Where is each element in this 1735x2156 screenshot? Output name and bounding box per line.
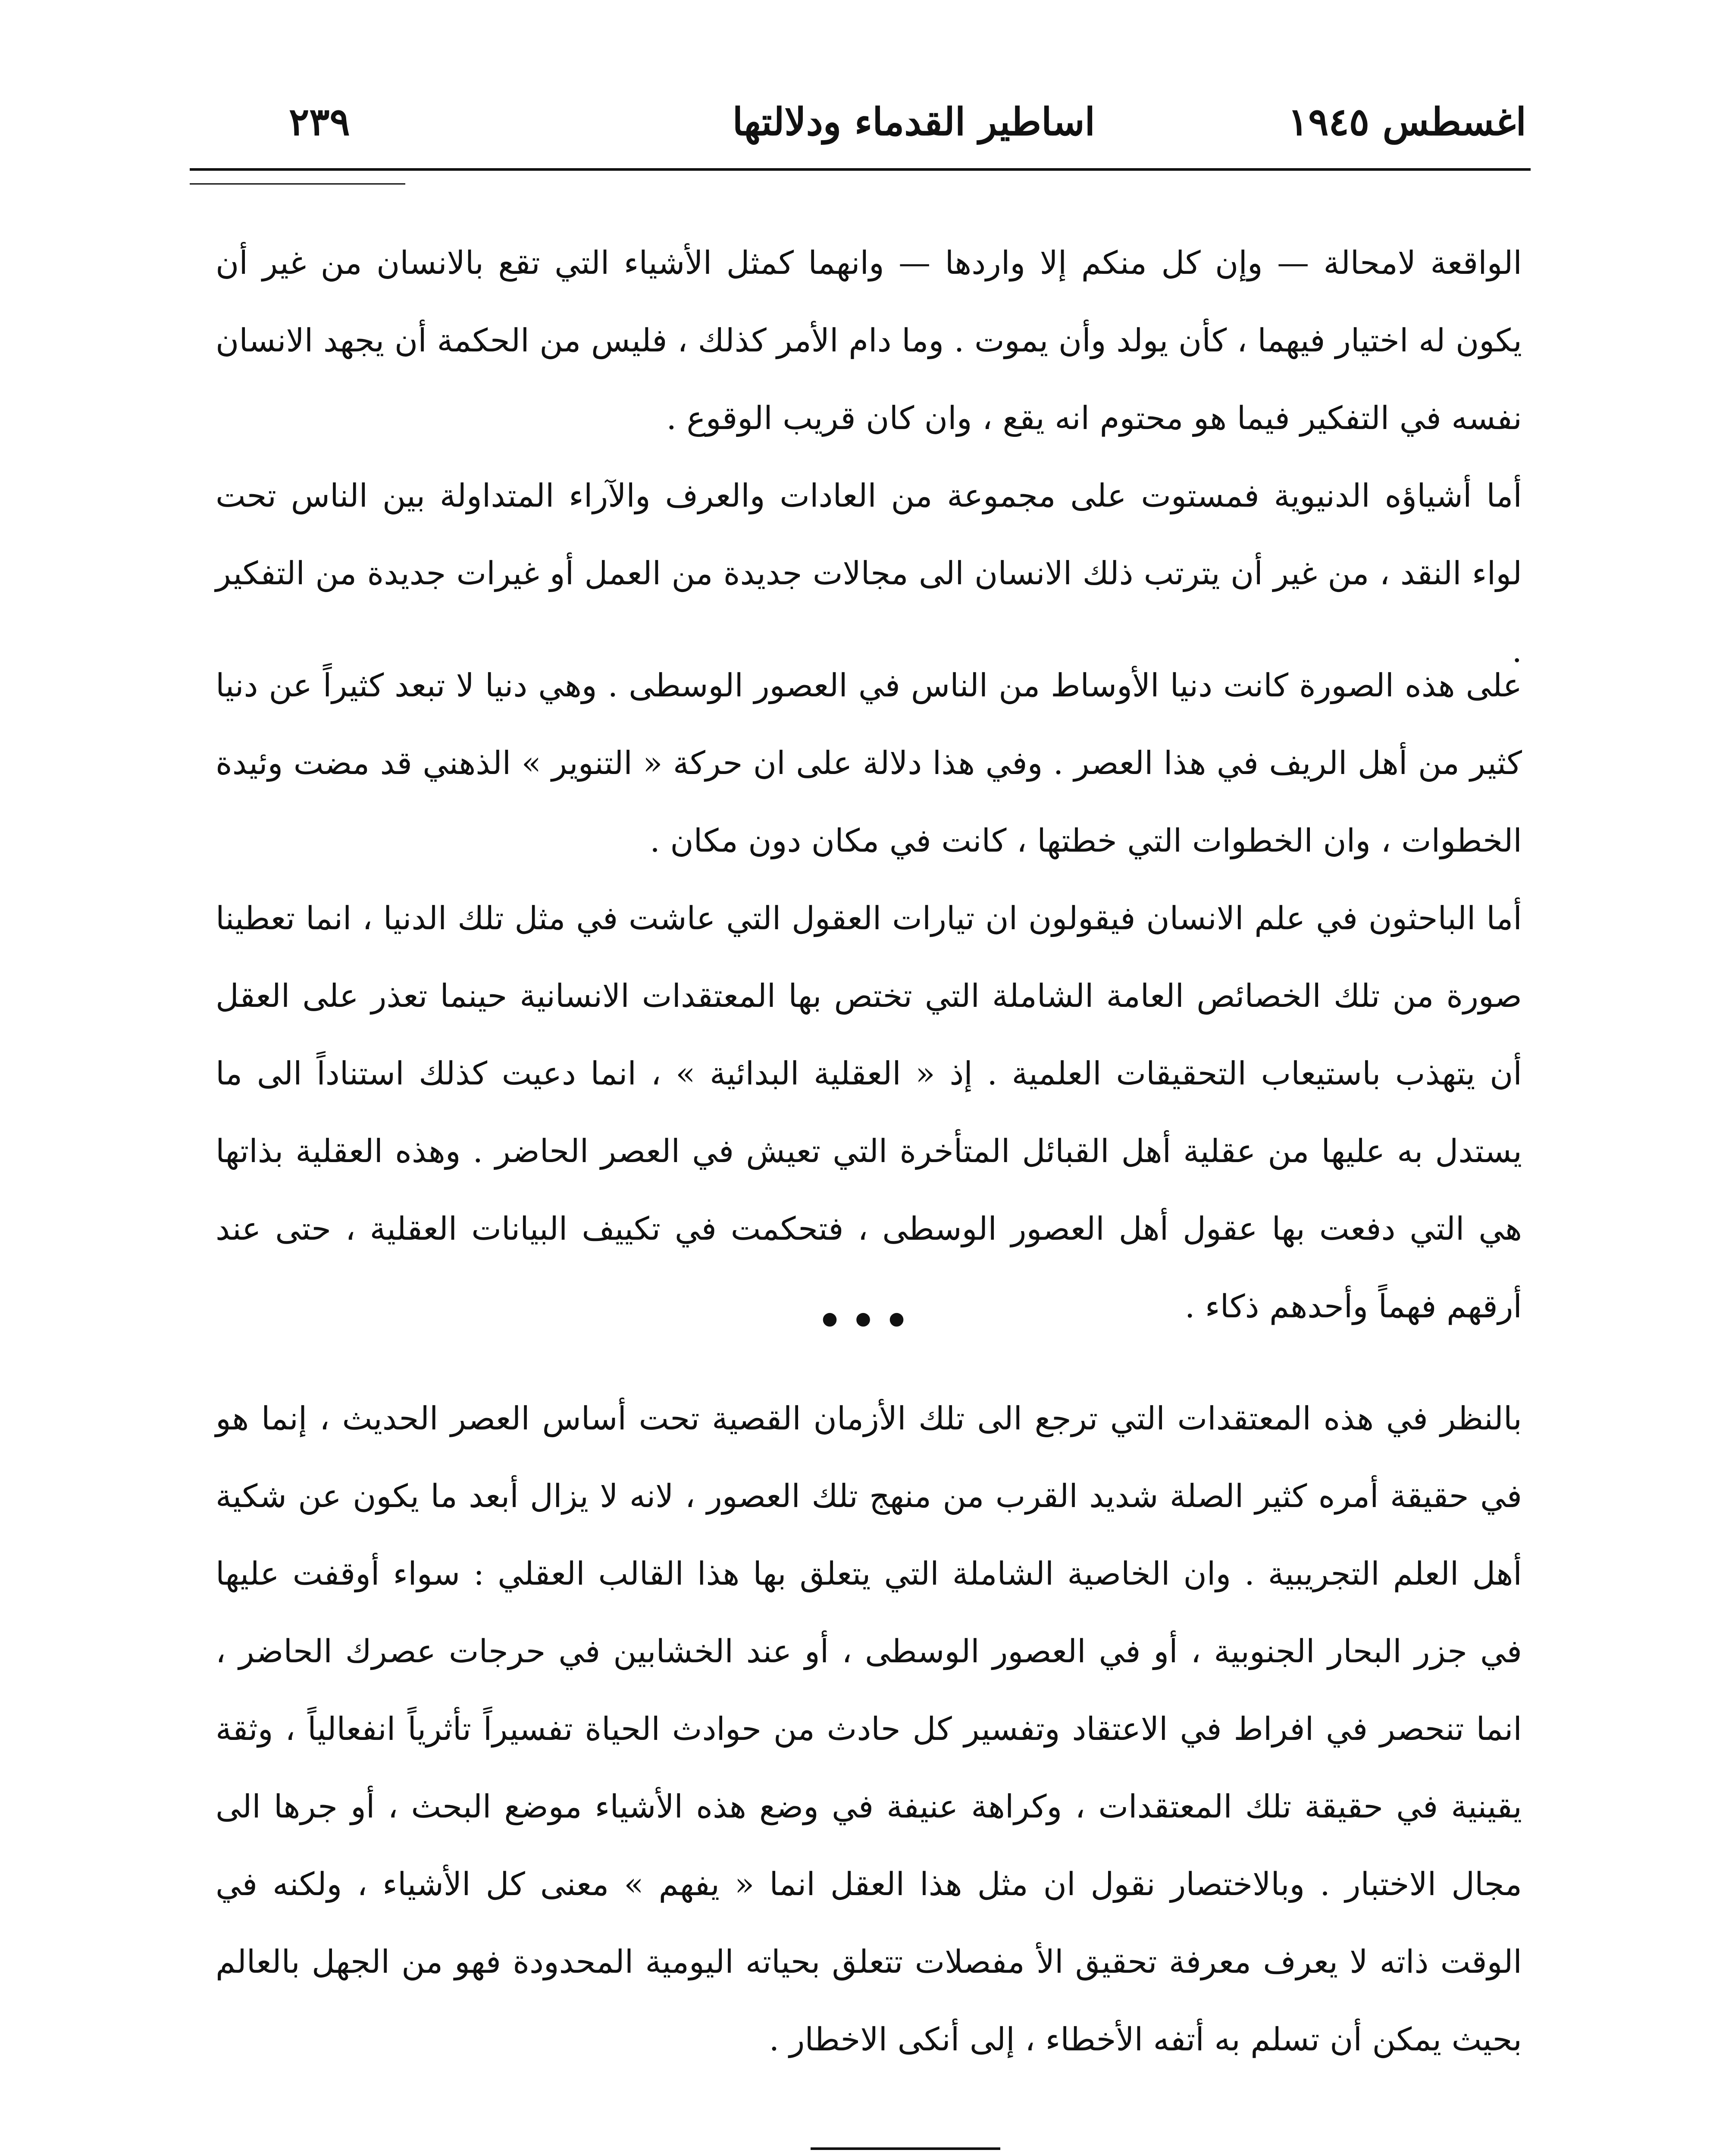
running-header	[190, 91, 1526, 160]
header-title: اساطير القدماء ودلالتها	[732, 99, 1095, 144]
header-rule	[190, 168, 1531, 171]
section-separator: •••	[817, 1298, 918, 1344]
paragraph: الواقعة لامحالة — وإن كل منكم إلا واردها — وانهما كمثل الأشياء التي تقع بالانسان من غير أن يكون له اختيار فيهما ، كأن يولد وأن يموت . وما دام الأمر كذلك ، فليس من الحكمة أن يجهد الانسان نفسه في التفكير فيما هو محتوم انه يقع ، وان كان قريب الوقوع .	[216, 244, 1522, 437]
header-date: اغسطس ١٩٤٥	[1287, 99, 1526, 144]
paragraph: بالنظر في هذه المعتقدات التي ترجع الى تلك الأزمان القصية تحت أساس العصر الحديث ، إنما هو في حقيقة أمره كثير الصلة شديد القرب من منهج تلك العصور ، لانه لا يزال أبعد ما يكون عن شكية أهل العلم التجريبية . وان الخاصية الشاملة التي يتعلق بها هذا القالب العقلي : سواء أوقفت عليها في جزر البحار الجنوبية ، أو في العصور الوسطى ، أو عند الخشابين في حرجات عصرك الحاضر ، انما تنحصر في افراط في الاعتقاد وتفسير كل حادث من حوادث الحياة تفسيراً تأثرياً انفعالياً ، وثقة يقينية في حقيقة تلك المعتقدات ، وكراهة عنيفة في وضع هذه الأشياء موضع البحث ، أو جرها الى مجال الاختبار . وبالاختصار نقول ان مثل هذا العقل انما « يفهم » معنى كل الأشياء ، ولكنه في الوقت ذاته لا يعرف معرفة تحقيق الأ مفصلات تتعلق بحياته اليومية المحدودة فهو من الجهل بالعالم بحيث يمكن أن تسلم به أتفه الأخطاء ، إلى أنكى الاخطار .	[216, 1400, 1522, 2058]
page-number: ٢٣٩	[289, 99, 350, 144]
paragraph: على هذه الصورة كانت دنيا الأوساط من الناس في العصور الوسطى . وهي دنيا لا تبعد كثيراً عن دنيا كثير من أهل الريف في هذا العصر . وفي هذا دلالة على ان حركة « التنوير » الذهني قد مضت وئيدة الخطوات ، وان الخطوات التي خطتها ، كانت في مكان دون مكان .	[216, 667, 1522, 859]
text-block-3	[216, 1380, 1522, 2078]
header-rule-dashes	[190, 183, 405, 185]
text-block-1	[216, 224, 1522, 690]
paragraph: أما أشياؤه الدنيوية فمستوت على مجموعة من العادات والعرف والآراء المتداولة بين الناس تحت لواء النقد ، من غير أن يترتب ذلك الانسان الى مجالات جديدة من العمل أو غيرات جديدة من التفكير .	[216, 477, 1522, 670]
end-rule-top	[811, 2147, 1000, 2150]
text-block-2	[216, 647, 1522, 1345]
paragraph: أما الباحثون في علم الانسان فيقولون ان تيارات العقول التي عاشت في مثل تلك الدنيا ، انما تعطينا صورة من تلك الخصائص العامة الشاملة التي تختص بها المعتقدات الانسانية حينما تعذر على العقل أن يتهذب باستيعاب التحقيقات العلمية . إذ « العقلية البدائية » ، انما دعيت كذلك استناداً الى ما يستدل به عليها من عقلية أهل القبائل المتأخرة التي تعيش في العصر الحاضر . وهذه العقلية بذاتها هي التي دفعت بها عقول أهل العصور الوسطى ، فتحكمت في تكييف البيانات العقلية ، حتى عند أرقهم فهماً وأحدهم ذكاء .	[216, 900, 1522, 1325]
